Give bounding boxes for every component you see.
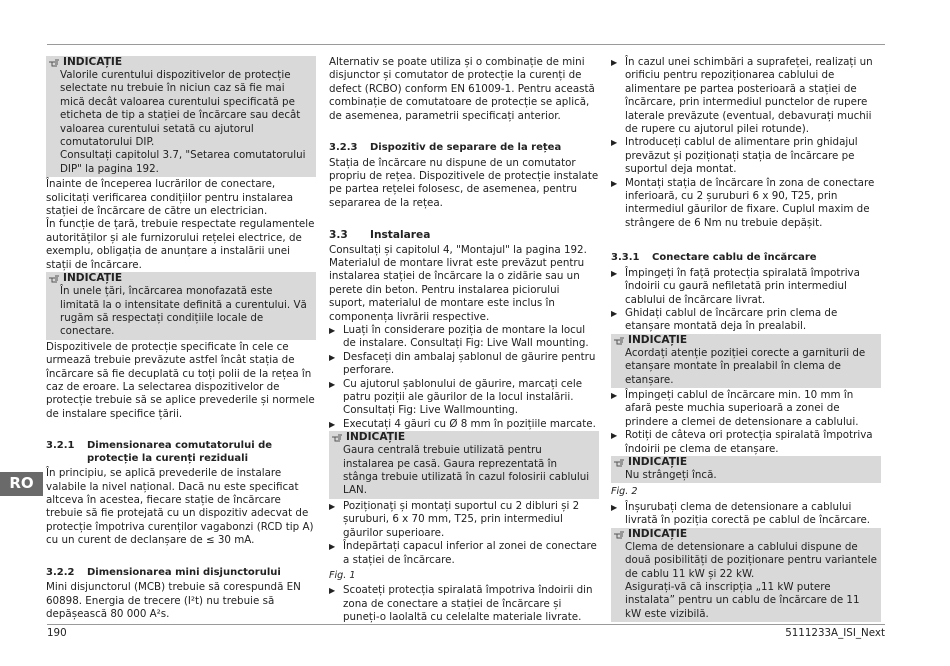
list-item: ▶ Ghidați cablul de încărcare prin clema de etanșare montată deja în prealabil. (611, 307, 838, 333)
note-label: INDICAȚIE (63, 272, 123, 285)
top-rule (47, 44, 885, 45)
section-number: 3.2.1 (46, 440, 75, 452)
note-box (611, 334, 881, 388)
bullet-arrow-icon: ▶ (329, 586, 336, 596)
bullet-arrow-icon: ▶ (329, 352, 336, 362)
list-item: ▶ Cu ajutorul șablonului de găurire, marcați cele patru poziții ale găurilor de la locul instalării. Consultați Fig: Live Wallmounting. (329, 377, 583, 417)
note-label: INDICAȚIE (628, 456, 688, 469)
list-item: ▶ Executați 4 găuri cu Ø 8 mm în pozițiile marcate. (329, 417, 596, 430)
note-text: Asigurați-vă că inscripția „11 kW putere instalata” pentru un cablu de încărcare de 11 kW este vizibilă. (625, 580, 860, 620)
list-item: ▶ În cazul unei schimbări a suprafeței, realizați un orificiu pentru repoziționarea cablului de alimentare pe partea posterioară a stației de încărcare, prin intermediul punctelor de rupere laterale prevăzute (eventual, debavurați muchii de rupere cu ajutorul pilei rotunde). (611, 56, 873, 136)
section-title: Instalarea (370, 229, 431, 242)
hand-pointer-icon (49, 274, 59, 283)
note-header (614, 334, 877, 347)
bullet-arrow-icon: ▶ (611, 391, 618, 401)
section-title: Dispozitiv de separare de la rețea (370, 142, 562, 154)
note-header (332, 431, 595, 444)
note-box (46, 56, 316, 177)
list-item: ▶ Înșurubați clema de detensionare a cablului livrată în poziția corectă pe cablul de încărcare. (611, 500, 871, 527)
section-number: 3.3.1 (611, 252, 640, 264)
hand-pointer-icon (614, 336, 624, 345)
figure-caption: Fig. 1 (329, 569, 356, 581)
list-item: ▶ Luați în considerare poziția de montare la locul de instalare. Consultați Fig: Live Wall mounting. (329, 324, 589, 350)
bullet-arrow-icon: ▶ (611, 58, 618, 67)
paragraph: Dispozitivele de protecție specificate în cele ce urmează trebuie prevăzute astfel încât stația de încărcare să fie decuplată cu toți polii de la rețea în caz de eroare. La selectarea dispozitivelor de protecție trebuie să se aplice prevederile și normele de instalare specifice țării. (46, 340, 315, 420)
section-title: Dimensionarea mini disjunctorului (87, 566, 281, 578)
paragraph: Înainte de începerea lucrărilor de conectare, solicitați verificarea condițiilor pentru instalarea stației de încărcare de către un electrician. (46, 178, 294, 218)
note-box (611, 456, 881, 483)
bullet-arrow-icon: ▶ (611, 309, 618, 318)
hand-pointer-icon (614, 530, 624, 539)
note-text: Gaura centrală trebuie utilizată pentru instalarea pe casă. Gaura reprezentată în stânga trebuie utilizată în cazul folosirii cablului LAN. (343, 444, 590, 497)
list-item: ▶ Scoateți protecția spiralată împotriva îndoirii din zona de conectare a stației de încărcare și puneți-o laolaltă cu celelalte materiale livrate. (329, 584, 593, 624)
section-heading (46, 440, 316, 465)
note-header (614, 528, 877, 541)
note-header (49, 272, 312, 285)
section-title: Dimensionarea comutatorului de protecție la curenți reziduali (87, 440, 273, 464)
list-item: ▶ Montați stația de încărcare în zona de conectare inferioară, cu 2 șuruburi 6 x 90, T25, prin intermediul găurilor de fixare. Cuplul maxim de strângere de 6 Nm nu trebuie depășit. (611, 176, 875, 229)
note-text: Clema de detensionare a cablului dispune de două posibilități de poziționare pentru variantele de cablu 11 kW și 22 kW. (625, 540, 877, 580)
section-number: 3.3 (329, 229, 348, 242)
paragraph: Stația de încărcare nu dispune de un comutator propriu de rețea. Dispozitivele de protecție instalate pe partea rețelei folosesc, de asemenea, pentru separarea de la rețea. (329, 156, 599, 209)
note-label: INDICAȚIE (628, 333, 688, 346)
list-item: ▶ Poziționați și montați suportul cu 2 dibluri și 2 șuruburi, 6 x 70 mm, T25, prin intermediul găurilor superioare. (329, 499, 580, 539)
list-item: ▶ Îndepărtați capacul inferior al zonei de conectare a stației de încărcare. (329, 540, 597, 566)
note-header (49, 56, 312, 69)
section-heading (46, 567, 316, 580)
bullet-arrow-icon: ▶ (329, 419, 336, 429)
note-text: Nu strângeți încă. (625, 469, 717, 482)
note-text: Valorile curentului dispozitivelor de protecție selectate nu trebuie în niciun caz să fie mai mică decât valoarea curentului specificată pe eticheta de tip a stației de încărcare sau decât valoarea curentului setată cu ajutorul comutatorului DIP. (60, 69, 301, 149)
section-number: 3.2.3 (329, 142, 358, 154)
note-text: Acordați atenție poziției corecte a garniturii de etanșare montate în prealabil în clema de etanșare. (625, 346, 866, 386)
note-label: INDICAȚIE (346, 431, 406, 444)
note-label: INDICAȚIE (63, 56, 123, 68)
section-title: Conectare cablu de încărcare (652, 252, 817, 264)
list-item: ▶ Rotiți de câteva ori protecția spiralată împotriva îndoirii pe clema de etanșare. (611, 429, 873, 455)
section-number: 3.2.2 (46, 566, 75, 578)
list-item: ▶ Desfaceți din ambalaj șablonul de găurire pentru perforare. (329, 350, 596, 377)
hand-pointer-icon (332, 433, 342, 442)
bullet-arrow-icon: ▶ (611, 178, 618, 188)
figure-caption: Fig. 2 (611, 486, 638, 498)
paragraph: Mini disjunctorul (MCB) trebuie să corespundă EN 60898. Energia de trecere (I²t) nu trebuie să depășească 80 000 A²s. (46, 581, 301, 620)
column-left (46, 56, 316, 621)
list-item: ▶ Împingeți cablul de încărcare min. 10 mm în afară peste muchia superioară a zonei de prindere a clemei de detensionare a cablului. (611, 389, 859, 428)
note-text: În unele țări, încărcarea monofazată este limitată la o intensitate definită a curentului. Vă rugăm să respectați condițiile locale de conectare. (60, 285, 307, 338)
language-tab: RO (0, 472, 43, 496)
bullet-arrow-icon: ▶ (329, 542, 336, 552)
note-box (46, 272, 316, 340)
section-heading (329, 229, 599, 242)
page-number: 190 (47, 627, 67, 639)
paragraph: Alternativ se poate utiliza și o combinație de mini disjunctor și comutator de protecție la curenți de defect (RCBO) conform EN 61009-1. Pentru această combinație de comutatoare de protecție se aplică, de asemenea, parametrii specificați anterior. (329, 56, 595, 122)
paragraph: În principiu, se aplică prevederile de instalare valabile la nivel național. Dacă nu este specificat altceva în acestea, fiecare stație de încărcare trebuie să fie protejată cu un dispozitiv adecvat de protecție împotriva curenților vagabonzi (RCD tip A) cu un curent de declanșare de ≤ 30 mA. (46, 467, 314, 547)
list-item: ▶ Împingeți în față protecția spiralată împotriva îndoirii cu gaură nefiletată prin intermediul cablului de încărcare livrat. (611, 266, 860, 306)
hand-pointer-icon (49, 58, 59, 67)
document-code: 5111233A_ISI_Next (785, 627, 885, 639)
note-header (614, 456, 877, 469)
note-box (329, 431, 599, 499)
section-heading (611, 252, 881, 265)
hand-pointer-icon (614, 458, 624, 467)
note-label: INDICAȚIE (628, 527, 688, 540)
bullet-arrow-icon: ▶ (329, 326, 336, 335)
column-middle (329, 56, 599, 625)
bullet-arrow-icon: ▶ (329, 501, 336, 511)
bullet-arrow-icon: ▶ (611, 431, 618, 441)
bullet-arrow-icon: ▶ (611, 502, 618, 512)
list-item: ▶ Introduceți cablul de alimentare prin ghidajul prevăzut și poziționați stația de încărcare pe suportul deja montat. (611, 136, 858, 176)
bullet-arrow-icon: ▶ (611, 138, 618, 148)
note-box (611, 528, 881, 622)
paragraph: În funcție de țară, trebuie respectate regulamentele autorităților și ale furnizorului rețelei electrice, de exemplu, obligația de anunțare a instalării unei stații de încărcare. (46, 218, 315, 271)
bullet-arrow-icon: ▶ (611, 268, 618, 278)
column-right (611, 56, 881, 623)
bullet-arrow-icon: ▶ (329, 379, 336, 389)
section-heading (329, 142, 599, 155)
note-text: Consultați capitolul 3.7, "Setarea comutatorului DIP" la pagina 192. (60, 149, 306, 175)
paragraph: Consultați și capitolul 4, "Montajul" la pagina 192. Materialul de montare livrat este prevăzut pentru instalarea stației de încărcare la o zidărie sau un perete din beton. Pentru instalarea piciorului suport, materialul de montare este inclus în componența livrării respective. (329, 243, 587, 323)
